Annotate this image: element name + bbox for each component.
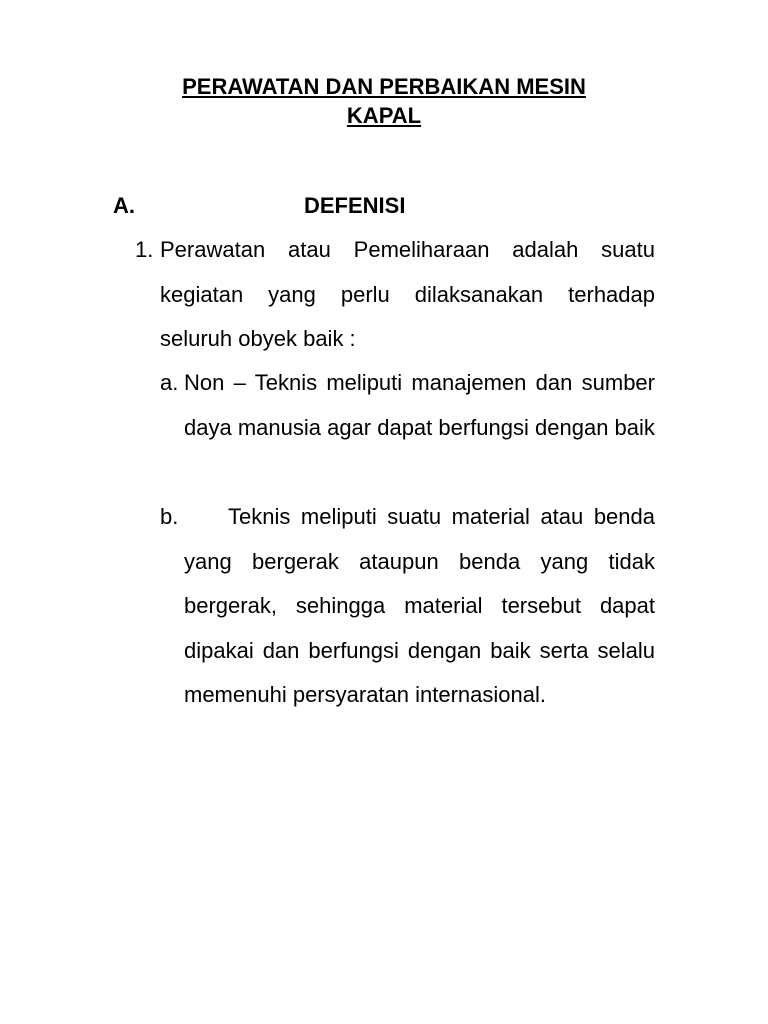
sub-item-a-label: a. (160, 370, 179, 395)
title-line-1: PERAWATAN DAN PERBAIKAN MESIN (182, 74, 586, 99)
section-heading: DEFENISI (304, 193, 406, 218)
sub-item-b-label: b. (160, 504, 179, 529)
sub-item-b-paragraph: Teknis meliputi suatu material atau benda yang bergerak ataupun benda yang tidak bergerak, sehingga material tersebut dapat dipakai dan berfungsi dengan baik serta selalu memenuhi persyaratan internasional. (184, 504, 655, 707)
item-1-paragraph: Perawatan atau Pemeliharaan adalah suatu kegiatan yang perlu dilaksanakan terhadap seluruh obyek baik : (160, 237, 655, 351)
sub-item-a-paragraph: Non – Teknis meliputi manajemen dan sumber daya manusia agar dapat berfungsi dengan baik (184, 370, 655, 440)
section-letter: A. (113, 193, 135, 218)
item-number: 1. (135, 237, 154, 262)
document-title (120, 72, 648, 130)
title-line-2: KAPAL (346, 103, 422, 128)
